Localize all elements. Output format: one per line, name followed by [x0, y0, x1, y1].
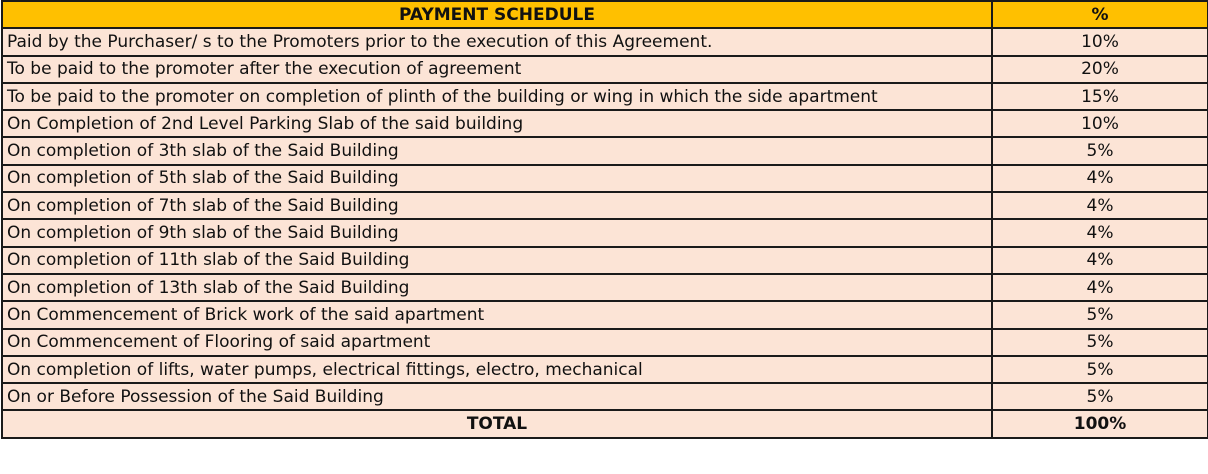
- row-percent: 4%: [992, 192, 1208, 219]
- row-label: On completion of 11th slab of the Said Building: [2, 247, 992, 274]
- row-percent: 4%: [992, 165, 1208, 192]
- table-row: [2, 28, 1208, 55]
- percent-heading: %: [992, 1, 1208, 28]
- row-label: On Commencement of Brick work of the said apartment: [2, 301, 992, 328]
- row-label: To be paid to the promoter on completion of plinth of the building or wing in which the side apartment: [2, 83, 992, 110]
- table-row: [2, 383, 1208, 410]
- row-percent: 20%: [992, 56, 1208, 83]
- row-label: On Commencement of Flooring of said apartment: [2, 329, 992, 356]
- table-header-row: [2, 1, 1208, 28]
- payment-schedule-table: [1, 0, 1208, 439]
- row-percent: 5%: [992, 137, 1208, 164]
- table-row: [2, 247, 1208, 274]
- payment-schedule-heading: PAYMENT SCHEDULE: [2, 1, 992, 28]
- table-row: [2, 110, 1208, 137]
- total-percent: 100%: [992, 410, 1208, 437]
- table-row: [2, 356, 1208, 383]
- row-label: On Completion of 2nd Level Parking Slab of the said building: [2, 110, 992, 137]
- table-row: [2, 137, 1208, 164]
- table-row: [2, 165, 1208, 192]
- row-percent: 4%: [992, 274, 1208, 301]
- table-row: [2, 301, 1208, 328]
- total-row: [2, 410, 1208, 437]
- row-label: On completion of 5th slab of the Said Building: [2, 165, 992, 192]
- table-row: [2, 83, 1208, 110]
- table-row: [2, 274, 1208, 301]
- row-percent: 10%: [992, 28, 1208, 55]
- row-percent: 5%: [992, 383, 1208, 410]
- row-percent: 10%: [992, 110, 1208, 137]
- row-label: On completion of 9th slab of the Said Building: [2, 219, 992, 246]
- row-percent: 4%: [992, 219, 1208, 246]
- row-percent: 4%: [992, 247, 1208, 274]
- table-row: [2, 329, 1208, 356]
- row-label: On completion of lifts, water pumps, electrical fittings, electro, mechanical: [2, 356, 992, 383]
- row-label: Paid by the Purchaser/ s to the Promoters prior to the execution of this Agreement.: [2, 28, 992, 55]
- total-label: TOTAL: [2, 410, 992, 437]
- row-percent: 15%: [992, 83, 1208, 110]
- row-percent: 5%: [992, 356, 1208, 383]
- row-percent: 5%: [992, 329, 1208, 356]
- row-label: On completion of 3th slab of the Said Building: [2, 137, 992, 164]
- table-row: [2, 56, 1208, 83]
- table-row: [2, 192, 1208, 219]
- table-row: [2, 219, 1208, 246]
- row-label: On or Before Possession of the Said Building: [2, 383, 992, 410]
- row-percent: 5%: [992, 301, 1208, 328]
- row-label: To be paid to the promoter after the execution of agreement: [2, 56, 992, 83]
- row-label: On completion of 13th slab of the Said Building: [2, 274, 992, 301]
- row-label: On completion of 7th slab of the Said Building: [2, 192, 992, 219]
